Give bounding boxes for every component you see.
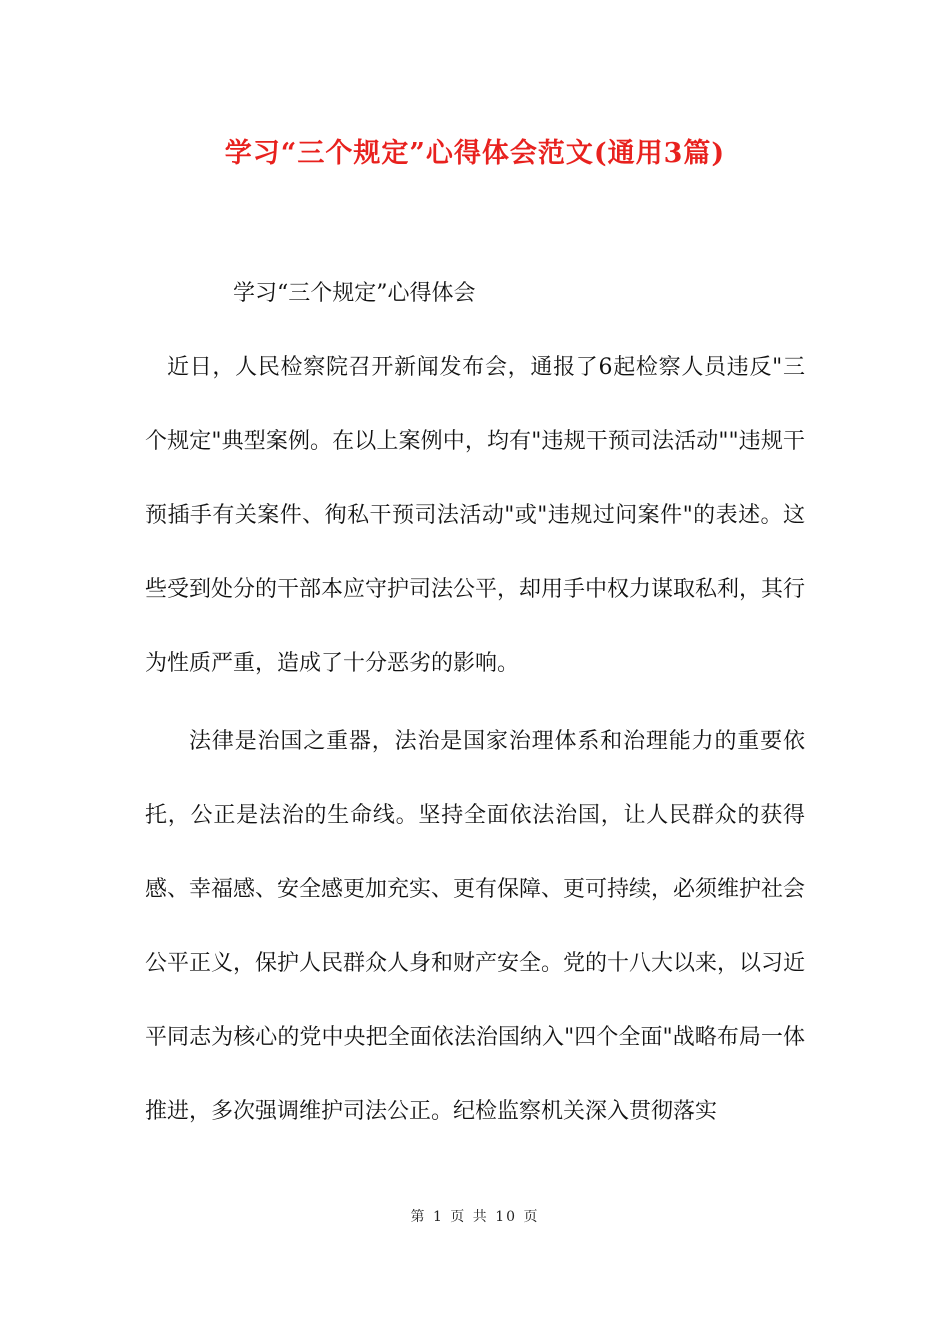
page-footer (0, 1206, 950, 1228)
document-title: 学习“三个规定”心得体会范文(通用3篇) (224, 138, 726, 169)
page-number-label: 第 1 页 共 10 页 (410, 1209, 540, 1225)
body-paragraph-1: 近日，人民检察院召开新闻发布会，通报了6起检察人员违反"三个规定"典型案例。在以上案例中，均有"违规干预司法活动""违规干预插手有关案件、徇私干预司法活动"或"违规过问案件"的表述。这些受到处分的干部本应守护司法公平，却用手中权力谋取私利，其行为性质严重，造成了十分恶劣的影响。 (145, 355, 806, 676)
body-paragraph-2: 法律是治国之重器，法治是国家治理体系和治理能力的重要依托，公正是法治的生命线。坚持全面依法治国，让人民群众的获得感、幸福感、安全感更加充实、更有保障、更可持续，必须维护社会公平正义，保护人民群众人身和财产安全。党的十八大以来，以习近平同志为核心的党中央把全面依法治国纳入"四个全面"战略布局一体推进，多次强调维护司法公正。纪检监察机关深入贯彻落实 (145, 729, 806, 1124)
section-heading: 学习“三个规定”心得体会 (233, 281, 476, 306)
